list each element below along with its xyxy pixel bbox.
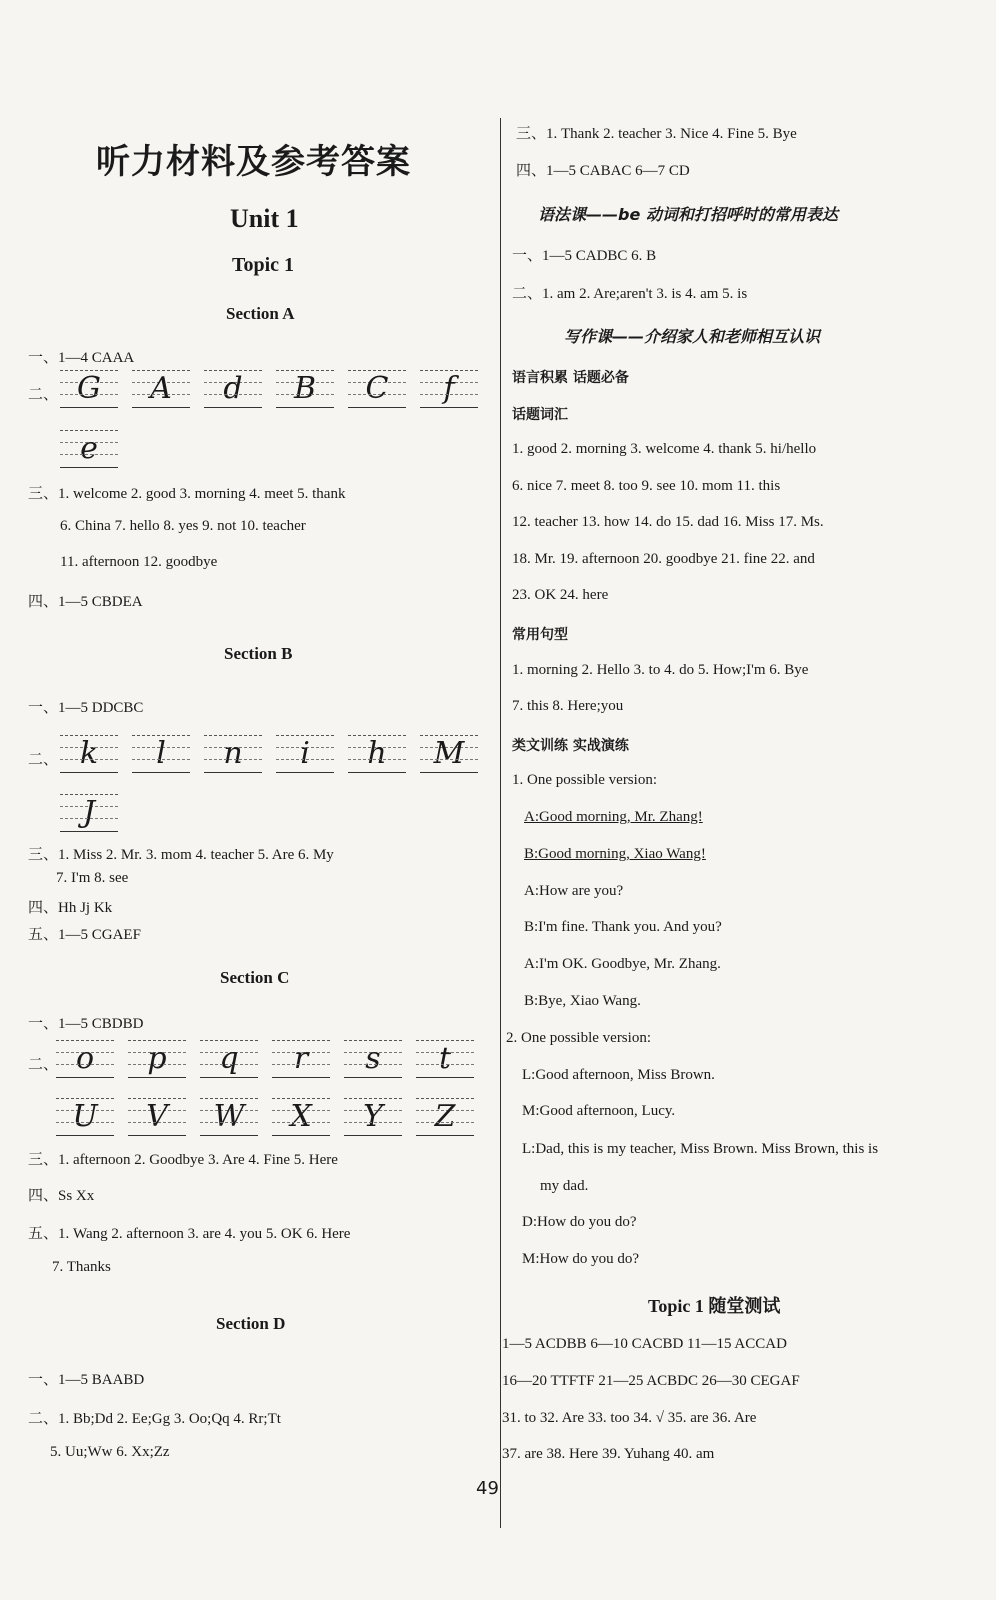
practice-label: 类文训练 实战演练 [512, 738, 629, 754]
section-a-letters-row-2 [60, 430, 118, 468]
section-a-line-3b: 6. China 7. hello 8. yes 9. not 10. teacher [60, 518, 306, 534]
grammar-line-2: 二、1. am 2. Are;aren't 3. is 4. am 5. is [512, 286, 748, 302]
dialogue-2-line: L:Dad, this is my teacher, Miss Brown. Miss Brown, this is [522, 1141, 879, 1157]
letter-box: J [60, 794, 118, 832]
letter-box: G [60, 370, 118, 408]
right-line-1: 三、1. Thank 2. teacher 3. Nice 4. Fine 5. Bye [516, 126, 797, 142]
section-c-letters-row-2 [56, 1098, 474, 1136]
section-a-heading: Section A [226, 304, 295, 323]
letter-box: t [416, 1040, 474, 1078]
section-d-line-2b: 5. Uu;Ww 6. Xx;Zz [50, 1444, 170, 1460]
letter-box: C [348, 370, 406, 408]
section-b-letters-label: 二、 [28, 750, 59, 768]
dialogue-1-line: A:How are you? [524, 883, 624, 899]
version-2-label: 2. One possible version: [506, 1030, 651, 1046]
right-line-2: 四、1—5 CABAC 6—7 CD [516, 163, 690, 179]
common-sentences-line-2: 7. this 8. Here;you [512, 698, 624, 714]
grammar-heading: 语法课——be 动词和打招呼时的常用表达 [538, 205, 838, 224]
column-divider [500, 118, 501, 1528]
section-b-heading: Section B [224, 644, 293, 663]
section-c-line-4: 四、Ss Xx [28, 1188, 95, 1204]
letter-box: f [420, 370, 478, 408]
letter-box: e [60, 430, 118, 468]
section-b-letters-row-2 [60, 794, 118, 832]
topic-words-line-1: 1. good 2. morning 3. welcome 4. thank 5. hi/hello [512, 441, 817, 457]
letter-box: M [420, 735, 478, 773]
dialogue-1-line: A:I'm OK. Goodbye, Mr. Zhang. [524, 956, 721, 972]
section-b-line-4: 四、Hh Jj Kk [28, 900, 113, 916]
dialogue-1-line: B:Good morning, Xiao Wang! [524, 846, 706, 862]
section-b-line-5: 五、1—5 CGAEF [28, 927, 141, 943]
topic-test-heading: Topic 1 随堂测试 [648, 1296, 781, 1316]
section-c-line-5a: 五、1. Wang 2. afternoon 3. are 4. you 5. OK 6. Here [28, 1226, 351, 1242]
topic-heading: Topic 1 [232, 254, 295, 276]
section-c-line-3: 三、1. afternoon 2. Goodbye 3. Are 4. Fine 5. Here [28, 1152, 338, 1168]
common-sentences-line-1: 1. morning 2. Hello 3. to 4. do 5. How;I'm 6. Bye [512, 662, 809, 678]
test-line-2: 16—20 TTFTF 21—25 ACBDC 26—30 CEGAF [502, 1373, 800, 1389]
section-c-letters-row-1 [56, 1040, 474, 1078]
letter-box: o [56, 1040, 114, 1078]
letter-box: p [128, 1040, 186, 1078]
letter-box: i [276, 735, 334, 773]
version-1-label: 1. One possible version: [512, 772, 657, 788]
topic-words-line-4: 18. Mr. 19. afternoon 20. goodbye 21. fine 22. and [512, 551, 815, 567]
section-b-line-3a: 三、1. Miss 2. Mr. 3. mom 4. teacher 5. Are 6. My [28, 847, 334, 863]
section-c-line-5b: 7. Thanks [52, 1259, 111, 1275]
dialogue-1-line: A:Good morning, Mr. Zhang! [524, 809, 703, 825]
section-d-heading: Section D [216, 1314, 286, 1333]
topic-words-line-5: 23. OK 24. here [512, 587, 609, 603]
section-b-line-3b: 7. I'm 8. see [56, 870, 129, 886]
section-b-letters-row-1 [60, 735, 478, 773]
letter-box: Y [344, 1098, 402, 1136]
letter-box: n [204, 735, 262, 773]
dialogue-2-line: M:How do you do? [522, 1251, 640, 1267]
letter-box: s [344, 1040, 402, 1078]
page-title: 听力材料及参考答案 [96, 142, 411, 182]
dialogue-2-line: M:Good afternoon, Lucy. [522, 1103, 676, 1119]
section-a-line-4: 四、1—5 CBDEA [28, 594, 143, 610]
common-sentences-label: 常用句型 [512, 627, 568, 643]
section-a-letters-label: 二、 [28, 385, 59, 403]
language-accumulation-label: 语言积累 话题必备 [512, 370, 629, 386]
section-c-letters-label: 二、 [28, 1055, 59, 1073]
section-c-heading: Section C [220, 968, 290, 987]
section-c-line-1: 一、1—5 CBDBD [28, 1016, 144, 1032]
letter-box: B [276, 370, 334, 408]
section-d-line-2a: 二、1. Bb;Dd 2. Ee;Gg 3. Oo;Qq 4. Rr;Tt [28, 1411, 281, 1427]
section-a-line-3a: 三、1. welcome 2. good 3. morning 4. meet 5. thank [28, 486, 346, 502]
dialogue-1-line: B:I'm fine. Thank you. And you? [524, 919, 722, 935]
section-d-line-1: 一、1—5 BAABD [28, 1372, 145, 1388]
topic-words-line-2: 6. nice 7. meet 8. too 9. see 10. mom 11. this [512, 478, 781, 494]
letter-box: X [272, 1098, 330, 1136]
letter-box: k [60, 735, 118, 773]
section-a-line-3c: 11. afternoon 12. goodbye [60, 554, 218, 570]
letter-box: h [348, 735, 406, 773]
test-line-4: 37. are 38. Here 39. Yuhang 40. am [502, 1446, 715, 1462]
letter-box: U [56, 1098, 114, 1136]
grammar-line-1: 一、1—5 CADBC 6. B [512, 248, 657, 264]
topic-words-line-3: 12. teacher 13. how 14. do 15. dad 16. Miss 17. Ms. [512, 514, 824, 530]
section-a-letters-row-1 [60, 370, 478, 408]
topic-words-label: 话题词汇 [512, 407, 568, 423]
writing-heading: 写作课——介绍家人和老师相互认识 [564, 327, 821, 346]
test-line-3: 31. to 32. Are 33. too 34. √ 35. are 36. Are [502, 1410, 757, 1426]
letter-box: A [132, 370, 190, 408]
letter-box: l [132, 735, 190, 773]
dialogue-1-line: B:Bye, Xiao Wang. [524, 993, 641, 1009]
unit-heading: Unit 1 [230, 204, 299, 233]
letter-box: W [200, 1098, 258, 1136]
letter-box: V [128, 1098, 186, 1136]
test-line-1: 1—5 ACDBB 6—10 CACBD 11—15 ACCAD [502, 1336, 787, 1352]
dialogue-2-line: my dad. [540, 1178, 589, 1194]
section-b-line-1: 一、1—5 DDCBC [28, 700, 144, 716]
dialogue-2-line: L:Good afternoon, Miss Brown. [522, 1067, 715, 1083]
page-number: 49 [476, 1478, 499, 1499]
letter-box: d [204, 370, 262, 408]
letter-box: r [272, 1040, 330, 1078]
letter-box: Z [416, 1098, 474, 1136]
section-a-line-1: 一、1—4 CAAA [28, 350, 135, 366]
dialogue-2-line: D:How do you do? [522, 1214, 637, 1230]
letter-box: q [200, 1040, 258, 1078]
